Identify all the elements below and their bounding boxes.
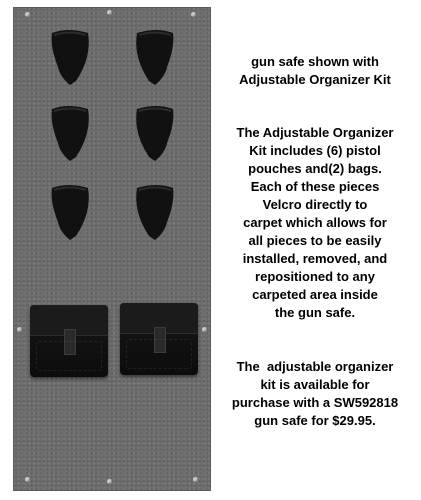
description-line: installed, removed, and xyxy=(242,251,388,266)
description-line: Kit includes (6) pistol xyxy=(249,143,381,158)
description-line: pouches and(2) bags. xyxy=(248,161,382,176)
offer-line: purchase with a SW592818 xyxy=(231,395,399,410)
screw-icon xyxy=(107,479,112,484)
screw-icon xyxy=(191,12,196,17)
description-line: all pieces to be easily xyxy=(248,233,382,248)
description-line: the gun safe. xyxy=(274,305,356,320)
screw-icon xyxy=(202,327,207,332)
screw-icon xyxy=(193,477,198,482)
offer-line: kit is available for xyxy=(260,377,370,392)
kit-description xyxy=(215,124,415,322)
pistol-pouch-icon xyxy=(48,103,92,161)
offer-line: The adjustable organizer xyxy=(236,359,394,374)
pistol-pouch-icon xyxy=(48,182,92,240)
storage-bag-icon xyxy=(120,303,198,375)
pistol-pouch-icon xyxy=(133,27,177,85)
screw-icon xyxy=(17,327,22,332)
description-line: Velcro directly to xyxy=(262,197,368,212)
description-line: carpet which allows for xyxy=(243,215,387,230)
description-line: carpeted area inside xyxy=(252,287,378,302)
pistol-pouch-icon xyxy=(133,182,177,240)
carpet-door-panel xyxy=(13,7,211,491)
image-caption xyxy=(215,53,415,89)
screw-icon xyxy=(25,12,30,17)
offer-line: gun safe for $29.95. xyxy=(254,413,376,428)
caption-line: gun safe shown with xyxy=(251,54,379,69)
pistol-pouch-icon xyxy=(133,103,177,161)
screw-icon xyxy=(107,10,112,15)
description-line: The Adjustable Organizer xyxy=(236,125,394,140)
caption-line: Adjustable Organizer Kit xyxy=(239,72,391,87)
description-line: Each of these pieces xyxy=(250,179,380,194)
screw-icon xyxy=(25,477,30,482)
storage-bag-icon xyxy=(30,305,108,377)
price-offer xyxy=(215,358,415,430)
pistol-pouch-icon xyxy=(48,27,92,85)
description-line: repositioned to any xyxy=(255,269,375,284)
